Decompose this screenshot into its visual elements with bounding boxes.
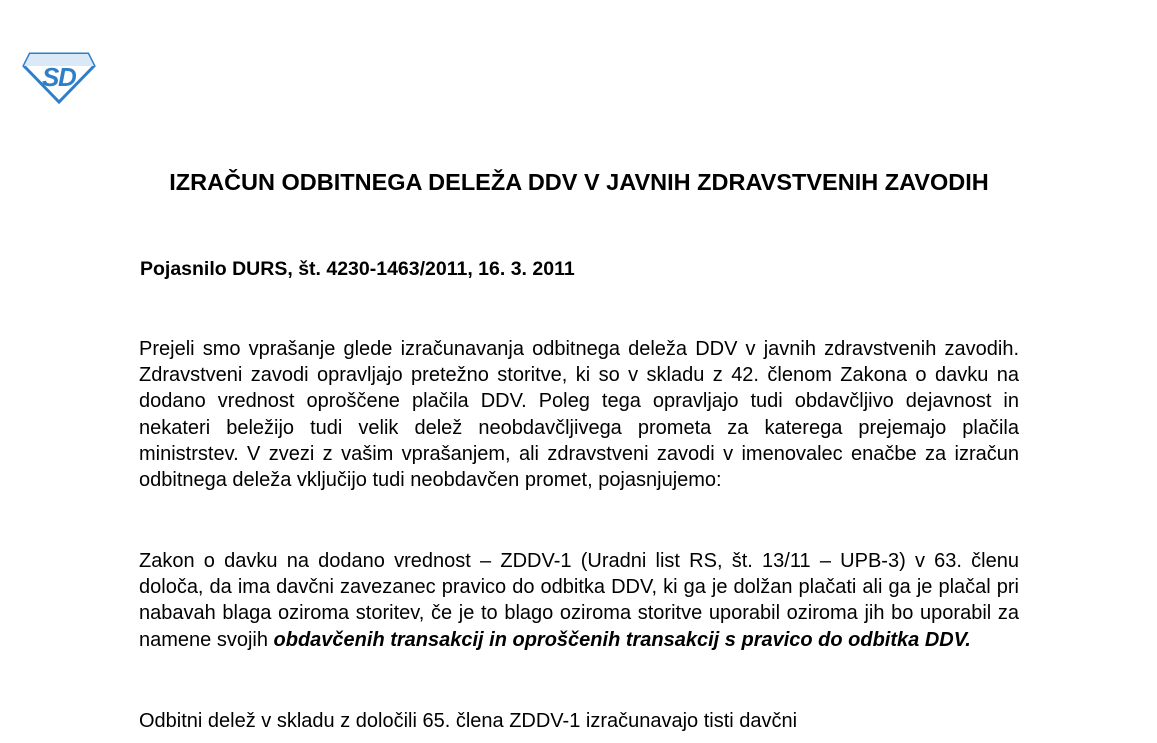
svg-text:D: D bbox=[58, 62, 77, 92]
document-subtitle: Pojasnilo DURS, št. 4230-1463/2011, 16. 3. 2011 bbox=[140, 258, 575, 280]
paragraph-1: Prejeli smo vprašanje glede izračunavanja odbitnega deleža DDV v javnih zdravstvenih zavodih. Zdravstveni zavodi opravljajo pretežno storitve, ki so v skladu z 42. členom Zakona o davku na dodano vrednost oproščene plačila DDV. Poleg tega opravljajo tudi obdavčljivo dejavnost in nekateri beležijo tudi velik delež neobdavčljivega prometa za katerega prejemajo plačila ministrstev. V zvezi z vašim vprašanjem, ali zdravstveni zavodi v imenovalec enačbe za izračun odbitnega deleža vključijo tudi neobdavčen promet, pojasnjujemo: bbox=[139, 338, 1019, 492]
paragraph-2-text: Zakon o davku na dodano vrednost – ZDDV-1 (Uradni list RS, št. 13/11 – UPB-3) v 63. členu določa, da ima davčni zavezanec pravico do odbitka DDV, ki ga je dolžan plačati ali ga je plačal pri nabavah blaga oziroma storitev, če je to blago oziroma storitve uporabil oziroma jih bo uporabil za namene svojih bbox=[139, 550, 1019, 651]
svg-text:S: S bbox=[42, 62, 60, 92]
paragraph-2 bbox=[139, 548, 1019, 653]
paragraph-2-emphasis: obdavčenih transakcij in oproščenih transakcij s pravico do odbitka DDV. bbox=[273, 628, 971, 651]
company-logo bbox=[22, 50, 96, 104]
logo-emblem bbox=[22, 50, 96, 104]
paragraph-3: Odbitni delež v skladu z določili 65. člena ZDDV-1 izračunavajo tisti davčni bbox=[139, 710, 798, 732]
document-title: IZRAČUN ODBITNEGA DELEŽA DDV V JAVNIH ZDRAVSTVENIH ZAVODIH bbox=[169, 169, 989, 195]
